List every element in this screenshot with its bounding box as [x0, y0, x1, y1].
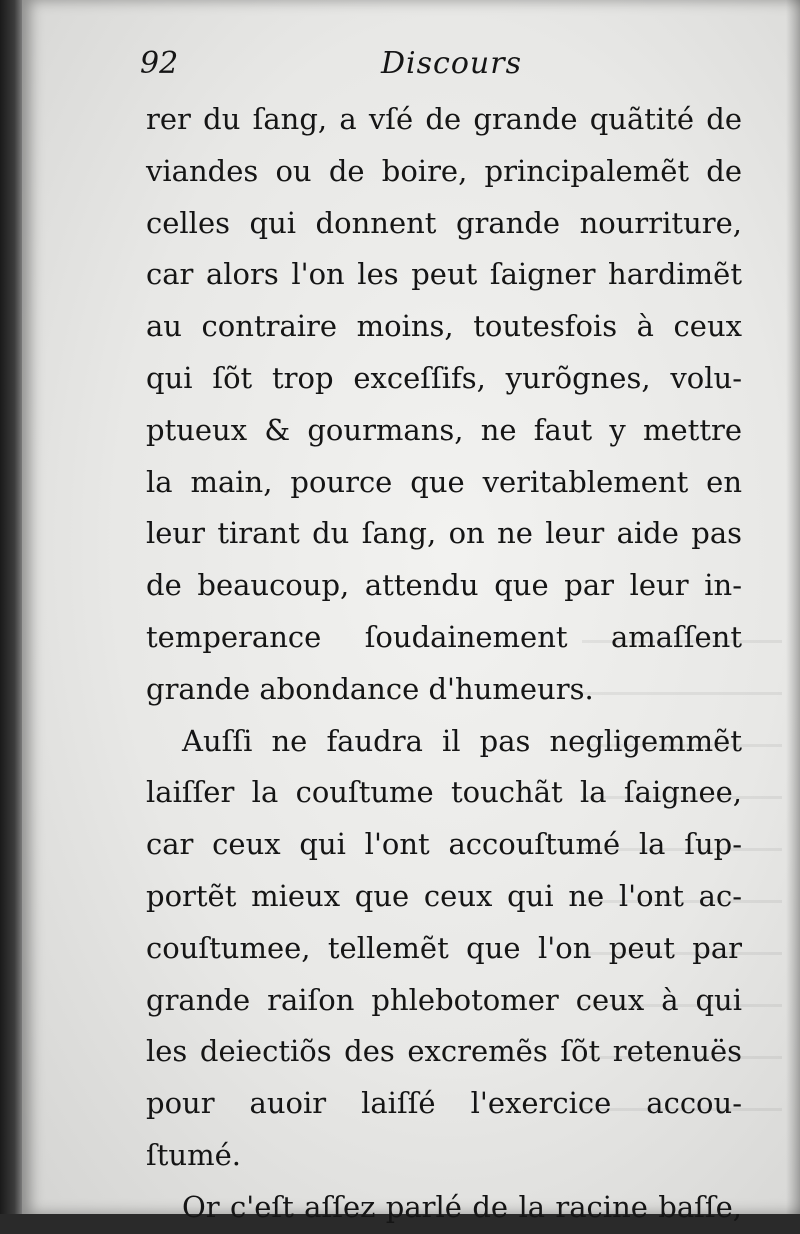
text-line: laiſſer la couſtume touchãt la ſaignee, — [146, 775, 742, 810]
text-line: Or c'eſt aſſez parlé de la racine baſſe, — [182, 1189, 742, 1224]
text-line: ſtumé. — [146, 1137, 241, 1172]
text-line: grande raiſon phlebotomer ceux à qui — [146, 982, 742, 1017]
text-line: car ceux qui l'ont accouſtumé la ſup- — [146, 827, 742, 862]
text-line: les deiectiõs des excremẽs ſõt retenuës — [146, 1034, 742, 1069]
text-line: qui ſõt trop exceſſifs, yurõgnes, volu- — [146, 360, 742, 395]
text-line: temperance ſoudainement amaſſent — [146, 619, 742, 654]
page-text — [140, 46, 742, 1234]
page-edge-shadow — [786, 0, 800, 1214]
text-line: leur tirant du ſang, on ne leur aide pas — [146, 516, 742, 551]
text-line: celles qui donnent grande nourriture, — [146, 205, 742, 240]
text-line: Auſſi ne faudra il pas negligemmẽt — [182, 723, 742, 758]
text-line: de beaucoup, attendu que par leur in- — [146, 568, 742, 603]
page-header — [140, 46, 742, 94]
text-line: au contraire moins, toutesfois à ceux — [146, 309, 742, 344]
book-gutter — [0, 0, 24, 1214]
page-number: 92 — [140, 46, 179, 81]
text-line: rer du ſang, a vſé de grande quãtité de — [146, 102, 742, 136]
text-line: la main, pource que veritablement en — [146, 464, 742, 499]
text-line: portẽt mieux que ceux qui ne l'ont ac- — [146, 878, 742, 913]
paragraph — [146, 1182, 742, 1234]
paragraph — [146, 716, 742, 1182]
text-line: pour auoir laiſſé l'exercice accou- — [146, 1086, 742, 1121]
text-line: ptueux & gourmans, ne faut y mettre — [146, 412, 742, 447]
paragraph — [146, 94, 742, 716]
running-head: Discours — [381, 46, 522, 81]
text-line: viandes ou de boire, principalemẽt de — [146, 153, 742, 188]
text-line: couſtumee, tellemẽt que l'on peut par — [146, 930, 742, 965]
text-line: car alors l'on les peut ſaigner hardimẽt — [146, 257, 742, 292]
text-line: grande abondance d'humeurs. — [146, 671, 594, 706]
